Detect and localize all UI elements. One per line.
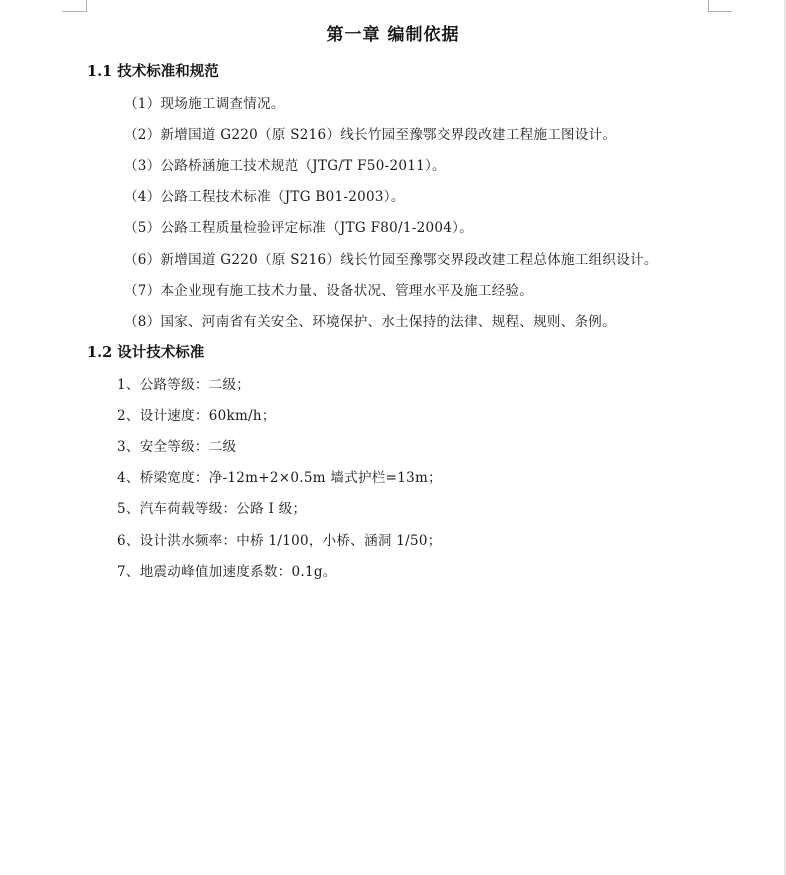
list-item: 2、设计速度：60km/h； [117, 408, 276, 424]
list-item: 3、安全等级：二级 [117, 439, 237, 455]
list-item: 1、公路等级：二级； [117, 377, 251, 393]
list-item: （5）公路工程质量检验评定标准（JTG F80/1-2004）。 [124, 220, 474, 236]
list-item: （3）公路桥涵施工技术规范（JTG/T F50-2011）。 [124, 158, 446, 174]
list-item: 4、桥梁宽度：净-12m+2×0.5m 墙式护栏=13m； [117, 470, 442, 486]
crop-mark-top-left-vertical [86, 0, 87, 12]
list-item: （7）本企业现有施工技术力量、设备状况、管理水平及施工经验。 [124, 283, 534, 299]
crop-mark-top-left-horizontal [62, 11, 86, 12]
section-heading-1-1: 1.1 技术标准和规范 [87, 63, 219, 80]
list-item: 7、地震动峰值加速度系数：0.1g。 [117, 564, 337, 580]
list-item: 5、汽车荷载等级：公路 I 级； [117, 501, 307, 517]
list-item: （6）新增国道 G220（原 S216）线长竹园至豫鄂交界段改建工程总体施工组织设计。 [124, 252, 658, 268]
chapter-title: 第一章 编制依据 [326, 25, 460, 45]
list-item: （8）国家、河南省有关安全、环境保护、水土保持的法律、规程、规则、条例。 [124, 314, 616, 330]
list-item: （4）公路工程技术标准（JTG B01-2003）。 [124, 189, 405, 205]
list-item: 6、设计洪水频率：中桥 1/100，小桥、涵洞 1/50； [117, 533, 442, 549]
section-heading-1-2: 1.2 设计技术标准 [87, 344, 205, 361]
list-item: （1）现场施工调查情况。 [124, 96, 285, 112]
crop-mark-top-right-horizontal [708, 11, 732, 12]
list-item: （2）新增国道 G220（原 S216）线长竹园至豫鄂交界段改建工程施工图设计。 [124, 127, 617, 143]
crop-mark-top-right-vertical [708, 0, 709, 12]
